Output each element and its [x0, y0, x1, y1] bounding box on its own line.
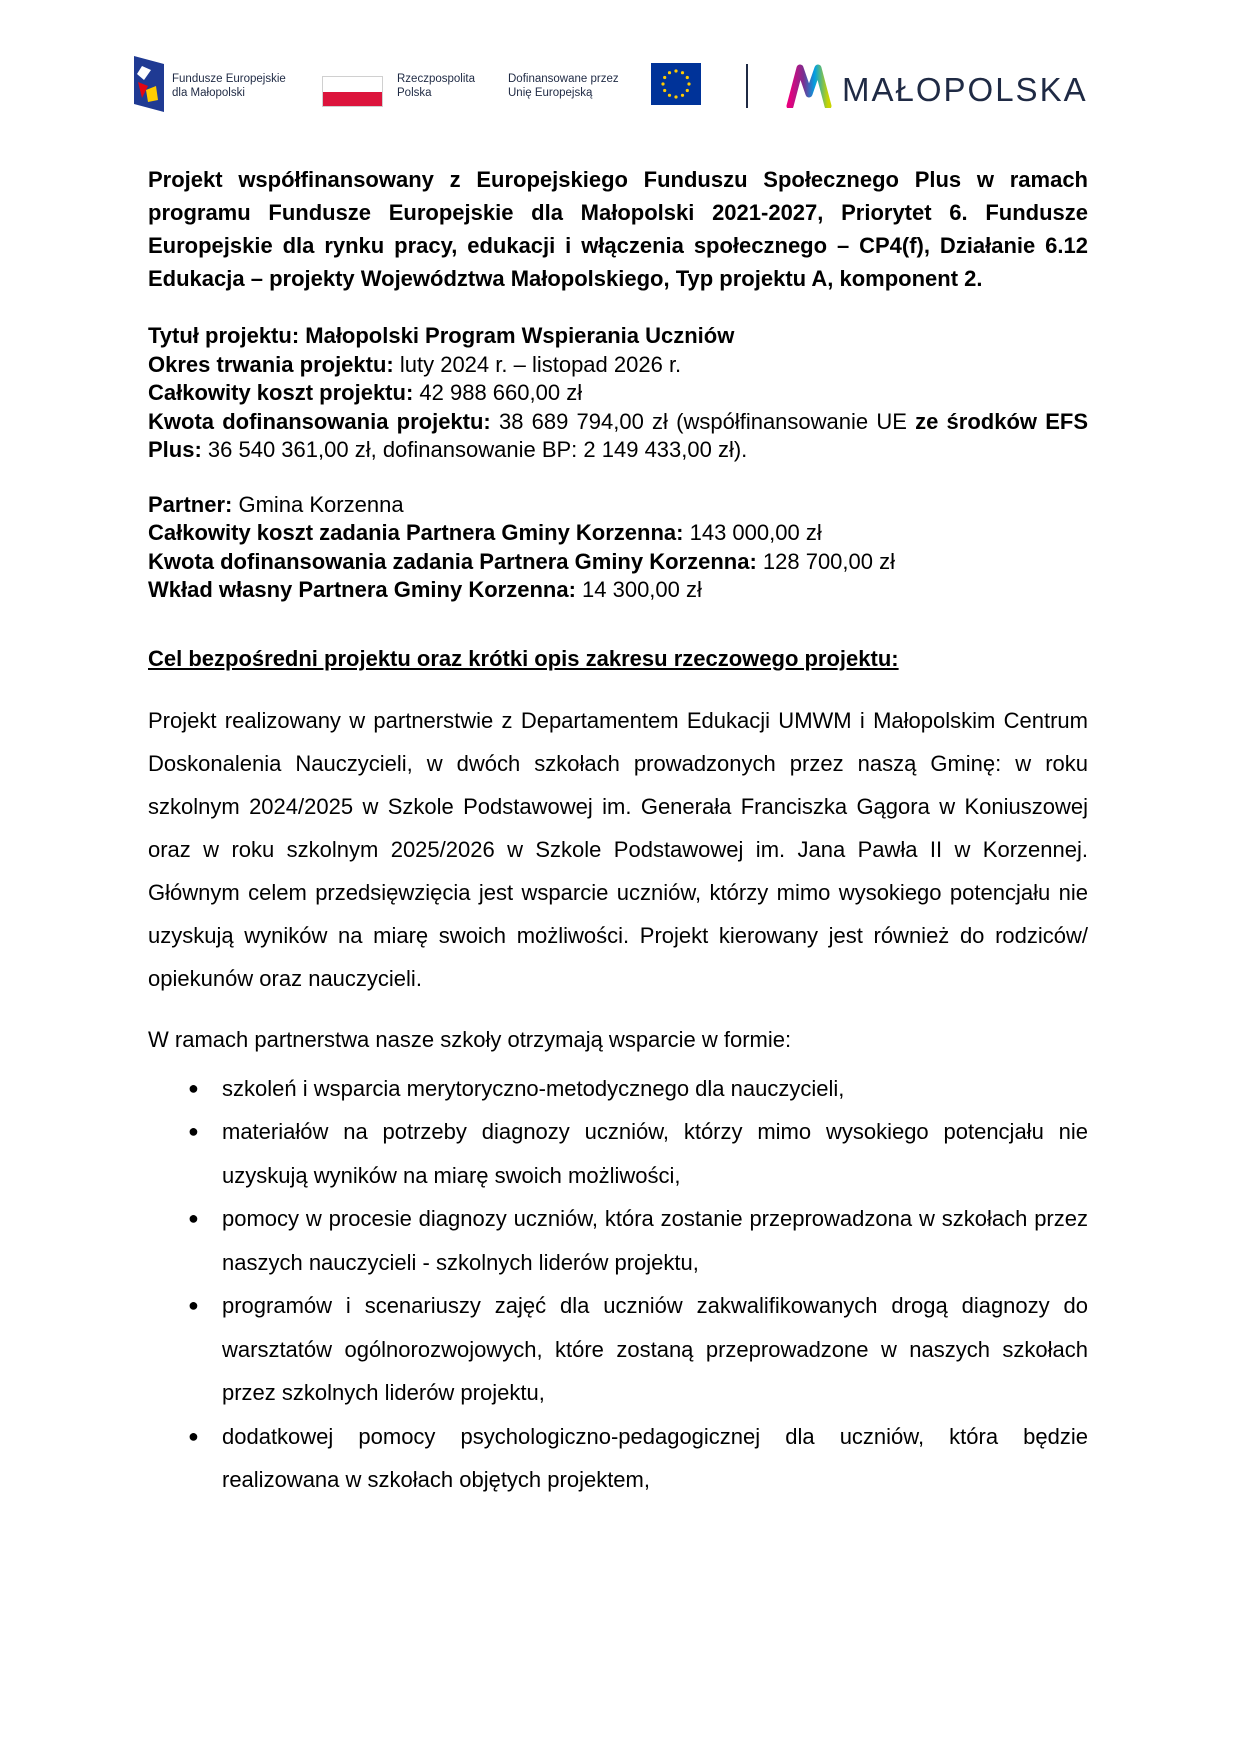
total-cost-label: Całkowity koszt projektu: [148, 380, 414, 405]
malopolska-m-logo-icon [786, 64, 832, 108]
poland-flag-icon [322, 76, 383, 107]
logo-bar [0, 0, 1241, 130]
funding-statement: Projekt współfinansowany z Europejskiego Funduszu Społecznego Plus w ramach programu Fundusze Europejskie dla Małopolski 2021-2027, Priorytet 6. Fundusze Europejskie dla rynku pracy, edukacji i włączenia społecznego – CP4(f), Działanie 6.12 Edukacja – projekty Województwa Małopolskiego, Typ projektu A, komponent 2. [148, 167, 1088, 291]
efs-value: 36 540 361,00 zł, dofinansowanie BP: 2 149 433,00 zł). [201, 437, 748, 462]
partner-value: Gmina Korzenna [232, 491, 404, 517]
list-item: ● programów i scenariuszy zajęć dla uczniów zakwalifikowanych drogą diagnozy do warsztatów ogólnorozwojowych, które zostaną przeprowadzone w naszych szkołach przez szkolnych liderów projektu, [148, 1284, 1088, 1415]
bullet-icon: ● [188, 1295, 199, 1315]
bullet-icon: ● [188, 1208, 199, 1228]
bullet-icon: ● [188, 1121, 199, 1141]
funding-value: 38 689 794,00 zł (współfinansowanie UE [490, 408, 916, 434]
partner-label: Partner: [148, 491, 233, 517]
own-contribution-label: Wkład własny Partnera Gminy Korzenna: [148, 577, 576, 602]
support-list [148, 1067, 1088, 1502]
rzeczpospolita-text: Rzeczpospolita Polska [397, 73, 475, 99]
duration-value: luty 2024 r. – listopad 2026 r. [393, 351, 682, 377]
list-item: ● dodatkowej pomocy psychologiczno-pedagogicznej dla uczniów, która będzie realizowana w szkołach objętych projektem, [148, 1415, 1088, 1502]
document-body [148, 163, 1088, 1502]
logo-divider [746, 64, 748, 108]
fundusze-europejskie-logo-icon [134, 56, 164, 112]
project-details [148, 322, 1088, 465]
support-lead: W ramach partnerstwa nasze szkoły otrzymają wsparcie w formie: [148, 1026, 792, 1052]
task-funding-label: Kwota dofinansowania zadania Partnera Gminy Korzenna: [148, 548, 757, 574]
task-cost-label: Całkowity koszt zadania Partnera Gminy Korzenna: [148, 520, 684, 545]
project-description: Projekt realizowany w partnerstwie z Departamentem Edukacji UMWM i Małopolskim Centrum Doskonalenia Nauczycieli, w dwóch szkołach prowadzonych przez naszą Gminę: w roku szkolnym 2024/2025 w Szkole Podstawowej im. Generała Franciszka Gągora w Koniuszowej oraz w roku szkolnym 2025/2026 w Szkole Podstawowej im. Jana Pawła II w Korzennej. Głównym celem przedsięwzięcia jest wsparcie uczniów, którzy mimo wysokiego potencjału nie uzyskują wyników na miarę swoich możliwości. Projekt kierowany jest również do rodziców/ opiekunów oraz nauczycieli. [148, 707, 1088, 991]
funding-label: Kwota dofinansowania projektu: [148, 408, 491, 434]
project-title: Tytuł projektu: Małopolski Program Wspierania Uczniów [148, 323, 735, 348]
own-contribution-value: 14 300,00 zł [575, 577, 702, 602]
eu-funding-text: Dofinansowane przez Unię Europejską [508, 73, 619, 99]
bullet-icon: ● [188, 1425, 199, 1446]
total-cost-value: 42 988 660,00 zł [413, 380, 583, 405]
task-cost-value: 143 000,00 zł [683, 520, 822, 545]
fe-logo-text: Fundusze Europejskie dla Małopolski [172, 73, 286, 99]
section-heading: Cel bezpośredni projektu oraz krótki opis zakresu rzeczowego projektu: [148, 645, 899, 671]
bullet-icon: ● [188, 1077, 199, 1098]
task-funding-value: 128 700,00 zł [756, 548, 896, 574]
list-item: ● materiałów na potrzeby diagnozy uczniów, którzy mimo wysokiego potencjału nie uzyskują wyników na miarę swoich możliwości, [148, 1110, 1088, 1197]
partner-details [148, 491, 1088, 605]
malopolska-wordmark: MAŁOPOLSKA [842, 71, 1088, 108]
list-item: ● szkoleń i wsparcia merytoryczno-metodycznego dla nauczycieli, [148, 1067, 1088, 1111]
efs-label: ze środków EFS Plus: [148, 408, 1088, 462]
eu-flag-icon [651, 63, 701, 105]
duration-label: Okres trwania projektu: [148, 351, 394, 377]
list-item: ● pomocy w procesie diagnozy uczniów, która zostanie przeprowadzona w szkołach przez naszych nauczycieli - szkolnych liderów projektu, [148, 1197, 1088, 1284]
